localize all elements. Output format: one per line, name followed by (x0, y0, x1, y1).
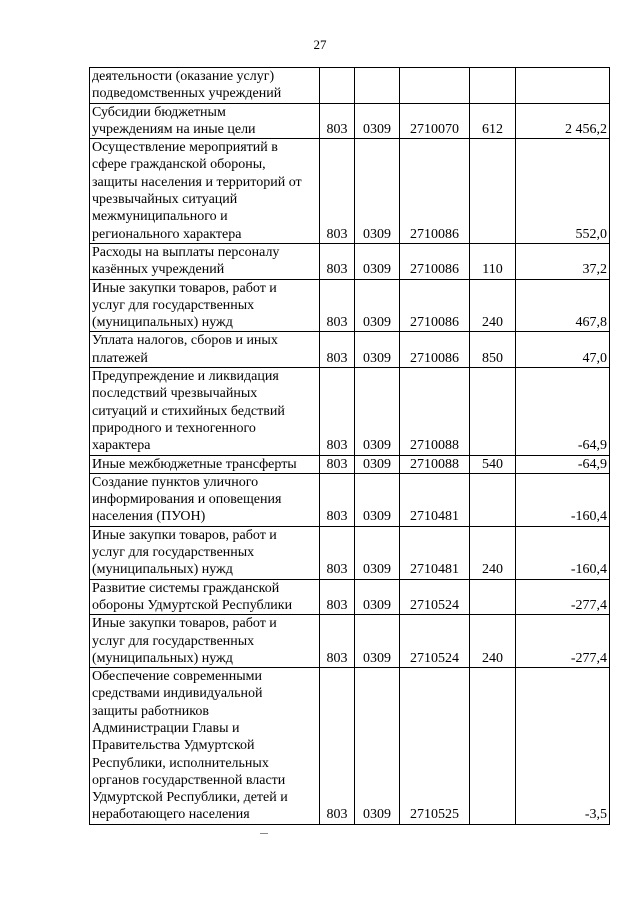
ved-code-cell (320, 68, 355, 104)
target-article-cell: 2710481 (400, 526, 470, 579)
amount-cell: -64,9 (516, 455, 610, 473)
ved-code-cell: 803 (320, 455, 355, 473)
target-article-cell: 2710481 (400, 473, 470, 526)
row-name-cell: Иные межбюджетные трансферты (90, 455, 320, 473)
section-code-cell: 0309 (355, 103, 400, 139)
footer-dash-mark (260, 833, 268, 834)
section-code-cell: 0309 (355, 579, 400, 615)
amount-cell: -160,4 (516, 526, 610, 579)
table-row (90, 668, 610, 825)
row-name-cell: Уплата налогов, сборов и иных платежей (90, 332, 320, 368)
amount-cell: 552,0 (516, 139, 610, 244)
table-row (90, 455, 610, 473)
amount-cell: 47,0 (516, 332, 610, 368)
row-name-cell: Осуществление мероприятий в сфере гражданской обороны, защиты населения и территорий от чрезвычайных ситуаций межмуниципального и регионального характера (90, 139, 320, 244)
section-code-cell: 0309 (355, 615, 400, 668)
row-name-cell: Иные закупки товаров, работ и услуг для государственных (муниципальных) нужд (90, 526, 320, 579)
row-name-cell: Иные закупки товаров, работ и услуг для государственных (муниципальных) нужд (90, 615, 320, 668)
table-row (90, 579, 610, 615)
ved-code-cell: 803 (320, 368, 355, 455)
expense-type-cell (470, 668, 516, 825)
amount-cell: -277,4 (516, 579, 610, 615)
target-article-cell: 2710086 (400, 243, 470, 279)
expense-type-cell (470, 139, 516, 244)
target-article-cell: 2710088 (400, 455, 470, 473)
budget-table-body (90, 68, 610, 825)
amount-cell (516, 68, 610, 104)
section-code-cell: 0309 (355, 368, 400, 455)
ved-code-cell: 803 (320, 279, 355, 332)
section-code-cell: 0309 (355, 455, 400, 473)
budget-table (89, 67, 610, 825)
target-article-cell: 2710086 (400, 139, 470, 244)
target-article-cell: 2710524 (400, 579, 470, 615)
ved-code-cell: 803 (320, 332, 355, 368)
expense-type-cell (470, 368, 516, 455)
row-name-cell: Предупреждение и ликвидация последствий чрезвычайных ситуаций и стихийных бедствий природного и техногенного характера (90, 368, 320, 455)
ved-code-cell: 803 (320, 668, 355, 825)
target-article-cell: 2710086 (400, 332, 470, 368)
ved-code-cell: 803 (320, 243, 355, 279)
expense-type-cell: 240 (470, 279, 516, 332)
ved-code-cell: 803 (320, 526, 355, 579)
target-article-cell: 2710088 (400, 368, 470, 455)
expense-type-cell: 240 (470, 615, 516, 668)
expense-type-cell: 850 (470, 332, 516, 368)
row-name-cell: Создание пунктов уличного информирования и оповещения населения (ПУОН) (90, 473, 320, 526)
table-row (90, 243, 610, 279)
expense-type-cell: 612 (470, 103, 516, 139)
amount-cell: 37,2 (516, 243, 610, 279)
amount-cell: -64,9 (516, 368, 610, 455)
expense-type-cell: 540 (470, 455, 516, 473)
table-row (90, 526, 610, 579)
target-article-cell: 2710086 (400, 279, 470, 332)
expense-type-cell: 110 (470, 243, 516, 279)
table-row (90, 473, 610, 526)
section-code-cell: 0309 (355, 526, 400, 579)
ved-code-cell: 803 (320, 473, 355, 526)
ved-code-cell: 803 (320, 579, 355, 615)
ved-code-cell: 803 (320, 615, 355, 668)
expense-type-cell: 240 (470, 526, 516, 579)
table-row (90, 368, 610, 455)
table-row (90, 139, 610, 244)
target-article-cell (400, 68, 470, 104)
section-code-cell: 0309 (355, 279, 400, 332)
row-name-cell: Субсидии бюджетным учреждениям на иные цели (90, 103, 320, 139)
target-article-cell: 2710070 (400, 103, 470, 139)
table-row (90, 68, 610, 104)
table-row (90, 615, 610, 668)
table-row (90, 103, 610, 139)
amount-cell: -277,4 (516, 615, 610, 668)
target-article-cell: 2710524 (400, 615, 470, 668)
expense-type-cell (470, 473, 516, 526)
amount-cell: -160,4 (516, 473, 610, 526)
amount-cell: 2 456,2 (516, 103, 610, 139)
section-code-cell: 0309 (355, 668, 400, 825)
ved-code-cell: 803 (320, 103, 355, 139)
ved-code-cell: 803 (320, 139, 355, 244)
target-article-cell: 2710525 (400, 668, 470, 825)
section-code-cell: 0309 (355, 243, 400, 279)
section-code-cell: 0309 (355, 473, 400, 526)
section-code-cell: 0309 (355, 139, 400, 244)
row-name-cell: Расходы на выплаты персоналу казённых учреждений (90, 243, 320, 279)
section-code-cell (355, 68, 400, 104)
row-name-cell: Иные закупки товаров, работ и услуг для государственных (муниципальных) нужд (90, 279, 320, 332)
table-row (90, 332, 610, 368)
section-code-cell: 0309 (355, 332, 400, 368)
row-name-cell: деятельности (оказание услуг) подведомственных учреждений (90, 68, 320, 104)
amount-cell: 467,8 (516, 279, 610, 332)
row-name-cell: Развитие системы гражданской обороны Удмуртской Республики (90, 579, 320, 615)
amount-cell: -3,5 (516, 668, 610, 825)
table-row (90, 279, 610, 332)
expense-type-cell (470, 68, 516, 104)
row-name-cell: Обеспечение современными средствами индивидуальной защиты работников Администрации Главы и Правительства Удмуртской Республики, исполнительных органов государственной власти Удмуртской Республики, детей и неработающего населения (90, 668, 320, 825)
expense-type-cell (470, 579, 516, 615)
page-number: 27 (313, 37, 327, 52)
